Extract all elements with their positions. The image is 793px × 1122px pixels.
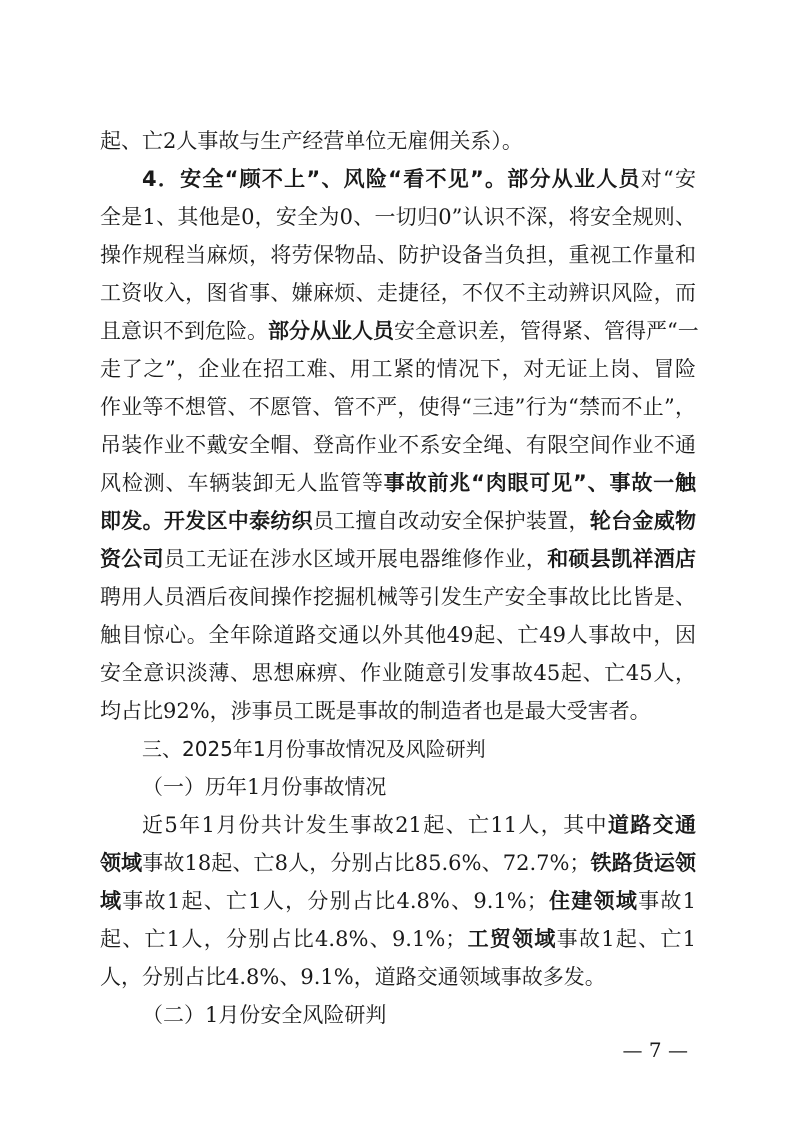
text-run: 事故1 <box>638 889 697 913</box>
bold-run: 即发。开发区中泰纺织 <box>100 509 313 533</box>
paragraph-4-line <box>100 160 696 198</box>
text-line <box>100 616 696 654</box>
text-line <box>100 426 696 464</box>
bold-run: 事故前兆“肉眼可见”、事故一触 <box>383 471 696 495</box>
text-run: 起、亡1人，分别占比4.8%、9.1%； <box>100 927 467 951</box>
bold-run: 道路交通 <box>607 813 696 837</box>
text-run: 聘用人员酒后夜间操作挖掘机械等引发生产安全事故比比皆是、 <box>100 585 696 609</box>
text-run: 员工擅自改动安全保护装置， <box>312 509 590 533</box>
text-run: 安全意识淡薄、思想麻痹、作业随意引发事故45起、亡45人， <box>100 661 696 685</box>
bold-run: 域 <box>100 889 123 913</box>
text-run: 人，分别占比4.8%、9.1%，道路交通领域事故多发。 <box>100 965 606 989</box>
text-line <box>100 578 696 616</box>
bold-run: 工贸领域 <box>466 927 557 951</box>
section-heading <box>100 730 696 768</box>
text-run: 均占比92%，涉事员工既是事故的制造者也是最大受害者。 <box>100 699 651 723</box>
text-line <box>100 540 696 578</box>
text-run: 员工无证在涉水区域开展电器维修作业， <box>163 547 548 571</box>
page-number: — 7 — <box>622 1038 688 1062</box>
text-run: 风检测、车辆装卸无人监管等 <box>100 471 384 495</box>
bold-run: 和硕县凯祥酒店 <box>547 547 697 571</box>
text-run: 全是1、其他是0，安全为0、一切归0”认识不深，将安全规则、 <box>100 205 696 229</box>
text-run: 触目惊心。全年除道路交通以外其他49起、亡49人事故中，因 <box>100 623 696 647</box>
text-run: 安全意识差，管得紧、管得严“一 <box>394 319 699 343</box>
text-run: 工资收入，图省事、嫌麻烦、走捷径，不仅不主动辨识风险，而 <box>100 281 696 305</box>
text-run: 起、亡2人事故与生产经营单位无雇佣关系）。 <box>100 129 523 153</box>
text-line <box>100 502 696 540</box>
text-line <box>100 312 699 350</box>
text-run: 作业等不想管、不愿管、管不严，使得“三违”行为“禁而不止”， <box>100 395 696 419</box>
bold-run: 领域 <box>100 851 143 875</box>
bold-run: 资公司 <box>100 547 164 571</box>
text-run: 事故1起、亡1 <box>556 927 697 951</box>
subsection-heading-text: （一）历年1月份事故情况 <box>142 775 387 799</box>
text-line <box>100 692 696 730</box>
document-body <box>100 122 699 1034</box>
text-line <box>100 654 696 692</box>
bold-run: 部分从业人员 <box>268 319 394 343</box>
text-run: 操作规程当麻烦，将劳保物品、防护设备当负担，重视工作量和 <box>100 243 696 267</box>
bold-run: 铁路货运领 <box>590 851 697 875</box>
text-line <box>100 122 696 160</box>
section-heading-text: 三、2025年1月份事故情况及风险研判 <box>142 737 486 761</box>
text-line <box>100 350 696 388</box>
text-run: 对“安 <box>640 167 696 191</box>
text-line <box>100 920 696 958</box>
text-line <box>100 388 696 426</box>
text-run: 吊装作业不戴安全帽、登高作业不系安全绳、有限空间作业不通 <box>100 433 696 457</box>
text-line <box>100 464 696 502</box>
text-line <box>100 236 696 274</box>
subsection-heading <box>100 996 696 1034</box>
text-line <box>100 274 696 312</box>
text-run: 事故1起、亡1人，分别占比4.8%、9.1%； <box>122 889 548 913</box>
text-run: 且意识不到危险。 <box>100 319 268 343</box>
text-line <box>100 806 696 844</box>
subsection-heading <box>100 768 696 806</box>
text-run: 近5年1月份共计发生事故21起、亡11人，其中 <box>142 813 608 837</box>
text-line <box>100 958 696 996</box>
bold-run: 4．安全“顾不上”、风险“看不见”。部分从业人员 <box>142 167 641 191</box>
subsection-heading-text: （二）1月份安全风险研判 <box>142 1003 387 1027</box>
bold-run: 住建领域 <box>547 889 639 913</box>
text-line <box>100 844 696 882</box>
bold-run: 轮台金威物 <box>589 509 697 533</box>
text-line <box>100 198 696 236</box>
text-run: 走了之”，企业在招工难、用工紧的情况下，对无证上岗、冒险 <box>100 357 696 381</box>
text-run: 事故18起、亡8人，分别占比85.6%、72.7%； <box>142 851 591 875</box>
text-line <box>100 882 696 920</box>
